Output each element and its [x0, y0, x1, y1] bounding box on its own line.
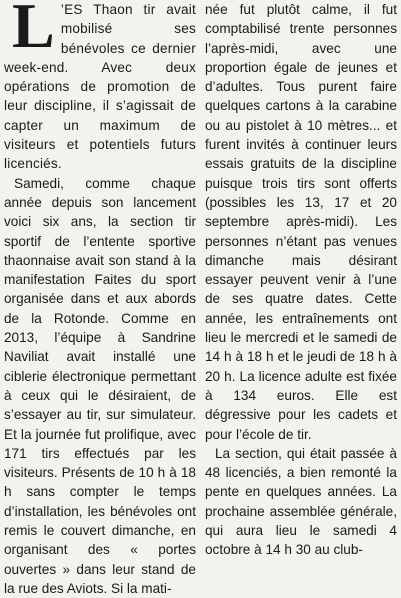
drop-cap: L [12, 0, 55, 61]
column-right [205, 0, 397, 558]
column-left [4, 0, 196, 596]
lead-paragraph: L ’ES Thaon tir avait mobilisé ses bénévoles ce dernier week-end. Avec deux opérations de promotion de leur discipline, il s’agissait de capter un maximum de visiteurs et potentiels futurs licenciés. [4, 0, 196, 172]
body-paragraph-continued: née fut plutôt calme, il fut comptabilisé trente personnes l’après-midi, avec une proportion égale de jeunes et d’adultes. Tous purent faire quelques cartons à la carabine ou au pistolet à 10 mètres... et furent invités à continuer leurs essais gratuits de la discipline puisque trois tirs sont offerts (possibles les 13, 17 et 20 septembre après-midi). Les personnes n’étant pas venues dimanche mais désirant essayer peuvent venir à l’une de ses quatre dates. Cette année, les entraînements ont lieu le mercredi et le samedi de 14 h à 18 h et le jeudi de 18 h à 20 h. La licence adulte est fixée à 134 euros. Elle est dégressive pour les cadets et pour l’école de tir. [205, 2, 397, 442]
body-paragraph: Samedi, comme chaque année depuis son lancement voici six ans, la section tir sportif de l’entente sportive thaonnaise avait son stand à la manifestation Faites du sport organisée dans et aux abords de la Rotonde. Comme en 2013, l’équipe à Sandrine Naviliat avait installé une ciblerie électronique permettant à ceux qui le désiraient, de s’essayer au tir, sur simulateur. Et la journée fut prolifique, avec 171 tirs effectués par les visiteurs. Présents de 10 h à 18 h sans compter le temps d’installation, les bénévoles ont remis le couvert dimanche, en organisant des « portes ouvertes » dans leur stand de la rue des Aviots. Si la mati- [4, 175, 196, 596]
body-paragraph: La section, qui était passée à 48 licenciés, a bien remonté la pente en quelques années. La prochaine assemblée générale, qui aura lieu le samedi 4 octobre à 14 h 30 au club- [205, 445, 397, 558]
